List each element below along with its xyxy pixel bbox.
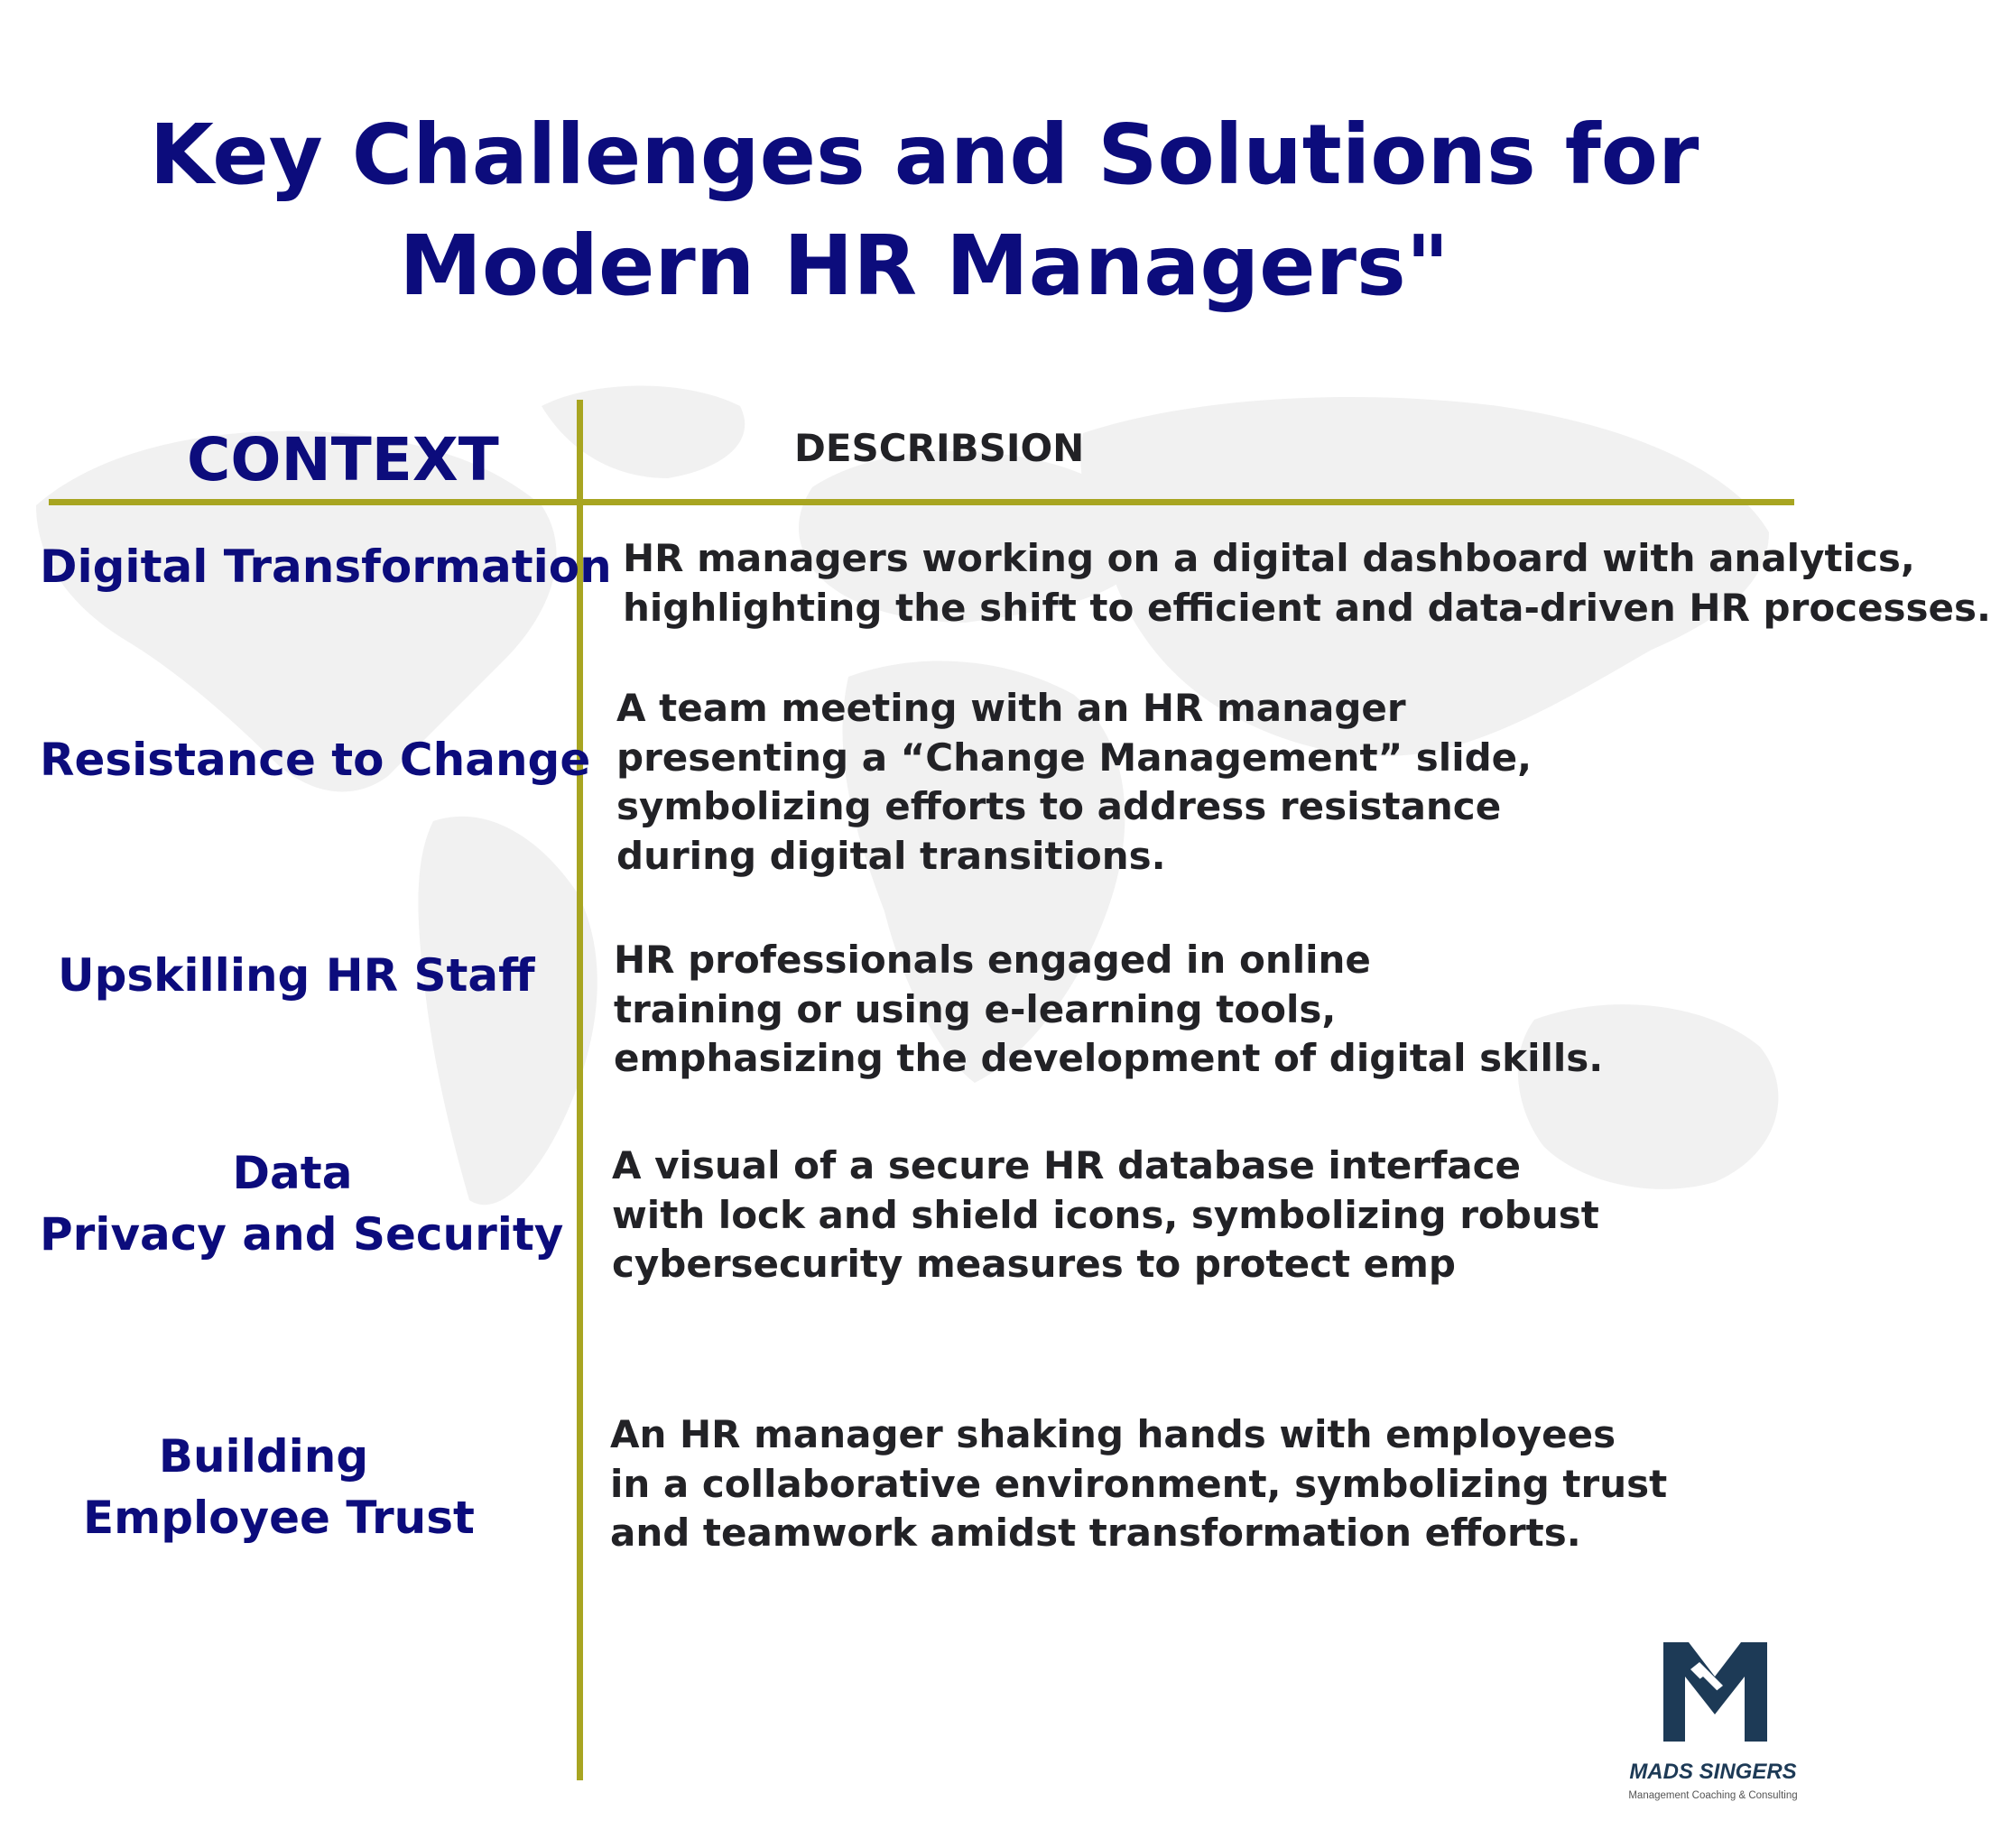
column-divider bbox=[577, 400, 583, 1780]
context-label: Employee Trust bbox=[83, 1492, 475, 1544]
description-line: and teamwork amidst transformation efforts. bbox=[610, 1511, 1581, 1555]
description-digital-transformation bbox=[623, 534, 1991, 633]
description-line: HR professionals engaged in online bbox=[614, 938, 1371, 982]
context-upskilling-hr-staff bbox=[58, 945, 535, 1006]
description-line: with lock and shield icons, symbolizing robust bbox=[612, 1192, 1599, 1237]
description-upskilling-hr-staff bbox=[614, 936, 1603, 1084]
description-line: An HR manager shaking hands with employees bbox=[610, 1412, 1616, 1456]
brand-name: MADS SINGERS bbox=[1629, 1760, 1797, 1784]
description-building-employee-trust bbox=[610, 1410, 1667, 1558]
description-line: A team meeting with an HR manager bbox=[616, 686, 1406, 730]
description-line: presenting a “Change Management” slide, bbox=[616, 735, 1533, 780]
description-line: HR managers working on a digital dashboard with analytics, bbox=[623, 536, 1915, 580]
context-resistance-to-change bbox=[40, 729, 590, 790]
description-column-header: DESCRIBSION bbox=[794, 426, 1085, 470]
description-line: highlighting the shift to efficient and data-driven HR processes. bbox=[623, 585, 1991, 630]
description-line: during digital transitions. bbox=[616, 833, 1166, 878]
context-label: Data bbox=[232, 1147, 353, 1199]
page-title-line-2: Modern HR Managers" bbox=[399, 217, 1449, 314]
description-resistance-to-change bbox=[616, 684, 1532, 881]
context-column-header: CONTEXT bbox=[187, 425, 499, 494]
context-data-privacy-and-security bbox=[40, 1142, 564, 1265]
context-label: Privacy and Security bbox=[40, 1208, 564, 1261]
context-digital-transformation bbox=[40, 536, 612, 597]
description-line: symbolizing efforts to address resistance bbox=[616, 784, 1502, 828]
description-line: A visual of a secure HR database interface bbox=[612, 1143, 1521, 1187]
m-logo-icon bbox=[1663, 1642, 1767, 1742]
context-label: Upskilling HR Staff bbox=[58, 949, 535, 1002]
description-data-privacy-and-security bbox=[612, 1141, 1599, 1289]
description-line: emphasizing the development of digital skills. bbox=[614, 1036, 1604, 1080]
page-title bbox=[0, 99, 1848, 321]
context-label: Digital Transformation bbox=[40, 541, 612, 593]
description-line: cybersecurity measures to protect emp bbox=[612, 1242, 1456, 1286]
header-divider bbox=[49, 499, 1794, 505]
description-line: training or using e-learning tools, bbox=[614, 986, 1337, 1031]
description-line: in a collaborative environment, symbolizing trust bbox=[610, 1461, 1668, 1506]
context-label: Resistance to Change bbox=[40, 734, 591, 786]
brand-tagline: Management Coaching & Consulting bbox=[1628, 1790, 1798, 1801]
context-building-employee-trust bbox=[83, 1426, 475, 1548]
context-label: Building bbox=[158, 1430, 369, 1483]
brand-logo bbox=[1614, 1642, 1812, 1814]
page-title-line-1: Key Challenges and Solutions for bbox=[149, 106, 1699, 203]
